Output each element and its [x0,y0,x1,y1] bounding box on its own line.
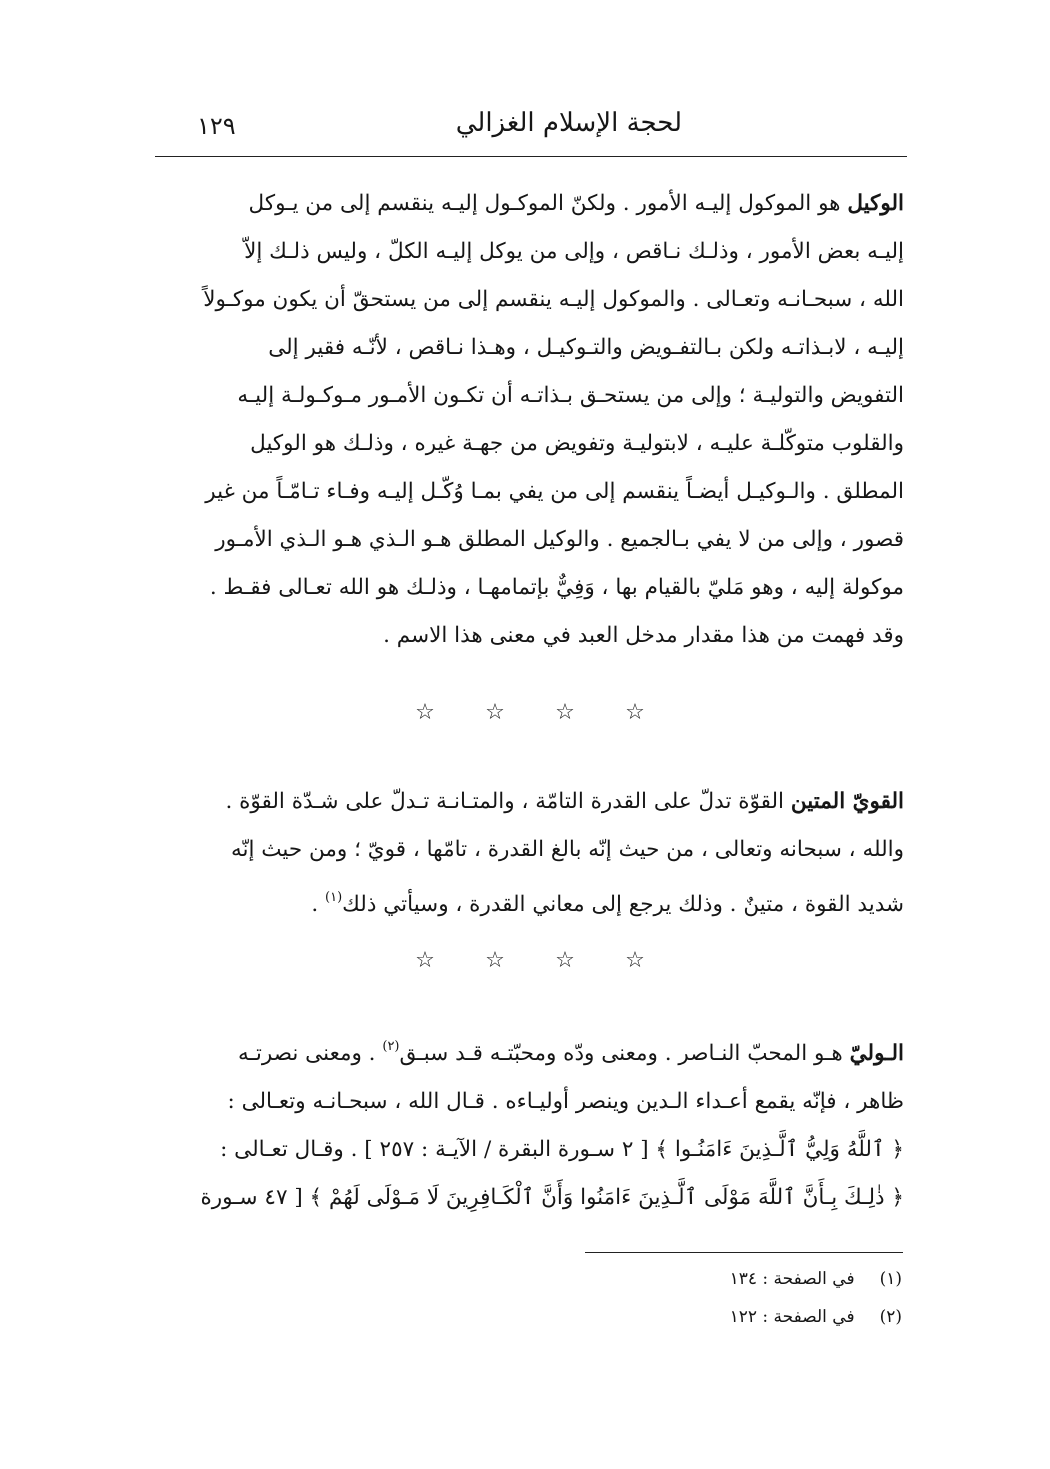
footnote-item [542,1266,902,1292]
paragraph-line: وقد فهمت من هذا مقدار مدخل العبد في معنى هذا الاسم . [383,623,904,648]
paragraph-al-wakil [152,180,904,660]
paragraph-line: ظاهر ، فإنّه يقمع أعـداء الـدين وينصر أوليـاءه . قـال الله ، سبحـانـه وتعـالى : [227,1089,904,1114]
star-icon: ☆ [555,699,575,725]
footnote-item [542,1304,902,1330]
paragraph-line: المطلق . والـوكيـل أيضـاً ينقسم إلى من يفي بمـا وُكّـل إليـه وفـاء تـامّـاً من غير [205,479,904,504]
page-header [155,100,907,156]
section-separator [410,697,650,727]
star-icon: ☆ [415,699,435,725]
paragraph-line: إليـه بعض الأمور ، وذلـك نـاقص ، وإلى من يوكل إليـه الكلّ ، وليس ذلـك إلاّ [244,239,904,264]
paragraph-line: الـوليّ هـو المحبّ النـاصر . ومعنى ودّه ومحبّتـه قـد سبـق$^{(٢)}$ . ومعنى نصرتـه [238,1039,904,1066]
paragraph-line: والقلوب متوكّلـة عليـه ، لابتوليـة وتفويض من جهـة غيره ، وذلـك هو الوكيل [250,431,904,456]
running-title: لحجة الإسلام الغزالي [455,108,682,138]
footnote-ref[interactable]: (٢) [382,1039,400,1054]
term-heading: الوكيل [847,191,904,216]
star-icon: ☆ [485,699,505,725]
star-icon: ☆ [415,947,435,973]
paragraph-line: إليـه ، لابـذاتـه ولكن بـالتفـويض والتـوكيـل ، وهـذا نـاقص ، لأنّـه فقير إلى [268,335,904,360]
paragraph-line: قصور ، وإلى من لا يفي بـالجميع . والوكيل المطلق هـو الـذي هـو الـذي الأمـور [215,527,904,552]
paragraph-line: الوكيل هو الموكول إليـه الأمور . ولكنّ الموكـول إليـه ينقسم إلى من يـوكل [248,191,904,216]
footnote-text: في الصفحة : ١٢٢ [729,1307,855,1327]
term-heading: القويّ المتين [790,789,904,814]
paragraph-line: القويّ المتين القوّة تدلّ على القدرة التامّة ، والمتـانـة تـدلّ على شـدّة القوّة . [225,789,904,814]
paragraph-line: والله ، سبحانه وتعالى ، من حيث إنّه بالغ القدرة ، تامّها ، قويّ ؛ ومن حيث إنّه [230,837,904,862]
paragraph-line: الله ، سبحـانـه وتعـالى . والموكول إليـه ينقسم إلى من يستحقّ أن يكون موكـولاً [203,287,904,312]
footnote-number: (١) [879,1269,902,1289]
paragraph-al-waliyy [152,1023,904,1222]
footnote-number: (٢) [879,1307,902,1327]
star-icon: ☆ [625,699,645,725]
page-number: ١٢٩ [197,112,236,140]
footnote-ref[interactable]: (١) [325,890,343,905]
section-separator [410,945,650,975]
star-icon: ☆ [485,947,505,973]
footnote-rule [585,1252,903,1253]
term-heading: الـوليّ [849,1041,904,1066]
star-icon: ☆ [625,947,645,973]
header-rule [155,156,907,157]
paragraph-line: شديد القوة ، متينٌ . وذلك يرجع إلى معاني القدرة ، وسيأتي ذلك$^{(١)}$ . [311,890,904,917]
footnote-text: في الصفحة : ١٣٤ [729,1269,855,1289]
quran-verse-line: ﴿ ذٰلِـكَ بِـأَنَّ ٱللَّهَ مَوْلَى ٱلَّـذِينَ ءَامَنُوا وَأَنَّ ٱلْكَـافِرِينَ لَا مَـوْلَى لَهُمْ ﴾ [ ٤٧ سـورة [200,1185,904,1210]
quran-verse-line: ﴿ ٱللَّهُ وَلِيُّ ٱلَّـذِينَ ءَامَنُـوا ﴾ [ ٢ سـورة البقرة / الآيـة : ٢٥٧ ] . وقـال تعـالى : [220,1137,904,1162]
paragraph-line: التفويض والتوليـة ؛ وإلى من يستحـق بـذاتـه أن تكـون الأمـور مـوكـولـة إليـه [237,383,904,408]
paragraph-line: موكولة إليه ، وهو مَليّ بالقيام بها ، وَفِيٌّ بإتمامهـا ، وذلـك هو الله تعـالى فقـط . [209,575,904,600]
star-icon: ☆ [555,947,575,973]
paragraph-al-qawiyy [152,778,904,929]
